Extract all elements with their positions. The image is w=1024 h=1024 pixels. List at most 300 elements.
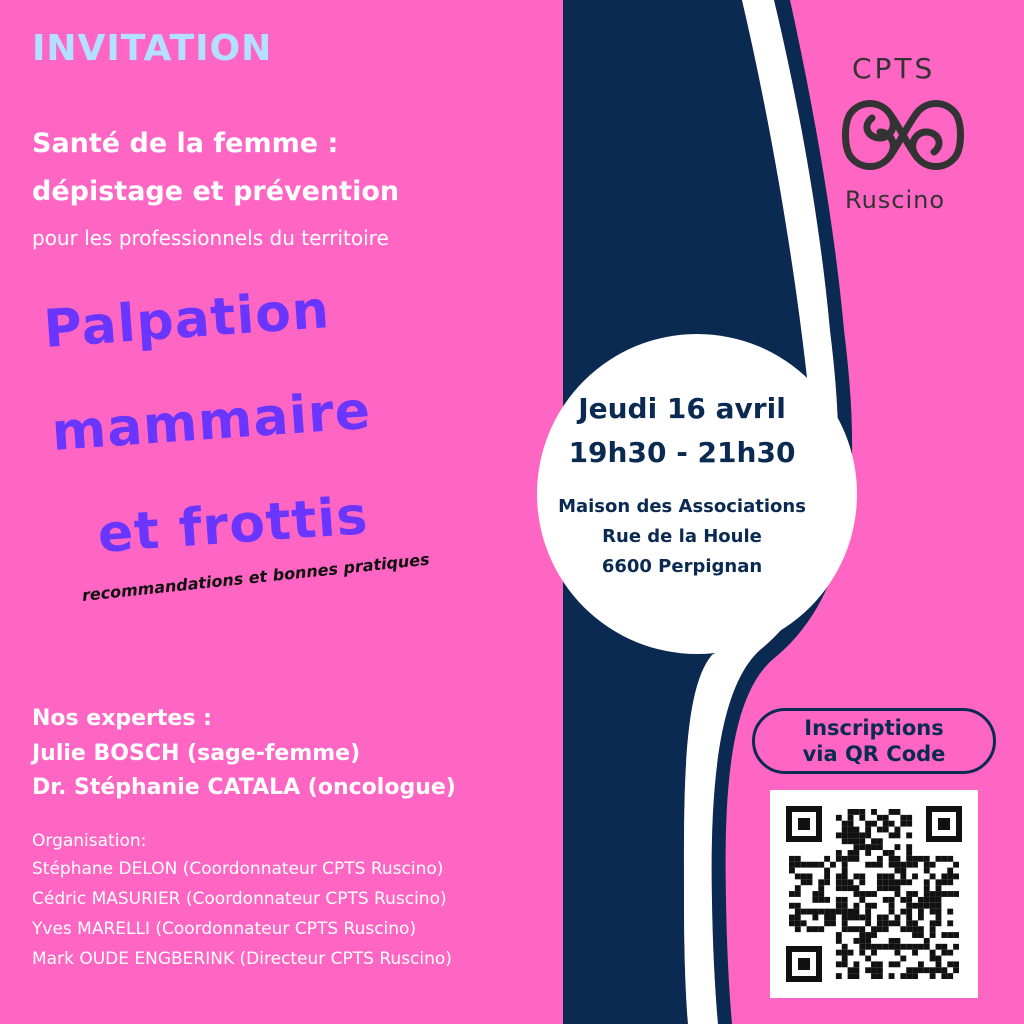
qr-module bbox=[842, 856, 848, 862]
qr-module bbox=[883, 897, 889, 903]
venue-line: Maison des Associations bbox=[558, 496, 806, 517]
qr-module bbox=[918, 932, 924, 938]
qr-module bbox=[936, 897, 942, 903]
qr-module bbox=[912, 950, 918, 956]
qr-module bbox=[906, 891, 912, 897]
qr-module bbox=[877, 961, 883, 967]
qr-module bbox=[842, 926, 848, 932]
experts-title: Nos expertes : bbox=[32, 706, 212, 731]
registration-line-1: Inscriptions bbox=[804, 715, 944, 740]
qr-module bbox=[889, 879, 895, 885]
qr-module bbox=[912, 920, 918, 926]
qr-module bbox=[924, 885, 930, 891]
qr-module bbox=[930, 862, 936, 868]
qr-module bbox=[930, 956, 936, 962]
qr-module bbox=[871, 950, 877, 956]
qr-module bbox=[877, 967, 883, 973]
organiser-item: Mark OUDE ENGBERINK (Directeur CPTS Ruscino) bbox=[32, 949, 452, 969]
qr-module bbox=[883, 944, 889, 950]
qr-module bbox=[918, 944, 924, 950]
qr-module bbox=[895, 961, 901, 967]
qr-module bbox=[865, 850, 871, 856]
qr-module bbox=[953, 967, 959, 973]
qr-module bbox=[801, 879, 807, 885]
qr-module bbox=[812, 862, 818, 868]
qr-module bbox=[848, 915, 854, 921]
qr-module bbox=[789, 862, 795, 868]
qr-module bbox=[859, 897, 865, 903]
qr-module bbox=[853, 850, 859, 856]
qr-module bbox=[947, 920, 953, 926]
qr-module bbox=[924, 856, 930, 862]
qr-module bbox=[912, 967, 918, 973]
qr-module bbox=[818, 909, 824, 915]
qr-module bbox=[842, 868, 848, 874]
qr-module bbox=[853, 891, 859, 897]
qr-module bbox=[906, 944, 912, 950]
qr-module bbox=[848, 827, 854, 833]
qr-module bbox=[871, 838, 877, 844]
subtitle-line-1: Santé de la femme : bbox=[32, 128, 339, 159]
qr-module bbox=[853, 915, 859, 921]
qr-module bbox=[877, 838, 883, 844]
qr-module bbox=[900, 926, 906, 932]
qr-module bbox=[895, 832, 901, 838]
qr-module bbox=[842, 885, 848, 891]
qr-module bbox=[900, 821, 906, 827]
qr-module bbox=[853, 832, 859, 838]
qr-module bbox=[883, 879, 889, 885]
qr-module bbox=[895, 862, 901, 868]
qr-module bbox=[836, 973, 842, 979]
qr-module bbox=[877, 879, 883, 885]
logo-text-bottom: Ruscino bbox=[845, 186, 946, 214]
qr-module bbox=[795, 885, 801, 891]
qr-module bbox=[924, 903, 930, 909]
qr-module bbox=[900, 897, 906, 903]
qr-module bbox=[947, 950, 953, 956]
qr-module bbox=[836, 961, 842, 967]
qr-module bbox=[889, 862, 895, 868]
qr-module bbox=[818, 897, 824, 903]
qr-module bbox=[842, 915, 848, 921]
qr-module bbox=[859, 926, 865, 932]
qr-module bbox=[865, 891, 871, 897]
qr-module bbox=[807, 862, 813, 868]
qr-module bbox=[842, 827, 848, 833]
qr-module bbox=[842, 961, 848, 967]
qr-module bbox=[801, 920, 807, 926]
qr-module bbox=[889, 856, 895, 862]
qr-module bbox=[836, 873, 842, 879]
qr-module bbox=[859, 944, 865, 950]
qr-module bbox=[789, 903, 795, 909]
qr-module bbox=[889, 938, 895, 944]
qr-module bbox=[930, 903, 936, 909]
headline-line-2: mammaire bbox=[49, 380, 373, 463]
qr-module bbox=[895, 950, 901, 956]
qr-module bbox=[871, 932, 877, 938]
qr-module bbox=[906, 903, 912, 909]
qr-module bbox=[906, 856, 912, 862]
qr-module bbox=[906, 850, 912, 856]
qr-module bbox=[789, 856, 795, 862]
audience-text: pour les professionnels du territoire bbox=[32, 226, 389, 250]
qr-module bbox=[859, 891, 865, 897]
qr-module bbox=[818, 926, 824, 932]
qr-module bbox=[912, 926, 918, 932]
qr-module bbox=[918, 909, 924, 915]
qr-module bbox=[807, 909, 813, 915]
qr-module bbox=[830, 915, 836, 921]
qr-module bbox=[853, 967, 859, 973]
qr-module bbox=[801, 909, 807, 915]
qr-module bbox=[895, 856, 901, 862]
qr-module bbox=[895, 915, 901, 921]
qr-module bbox=[941, 891, 947, 897]
qr-module bbox=[906, 926, 912, 932]
qr-module bbox=[930, 891, 936, 897]
qr-module bbox=[859, 838, 865, 844]
venue-line: Rue de la Houle bbox=[602, 526, 762, 547]
qr-module bbox=[853, 838, 859, 844]
qr-module bbox=[836, 850, 842, 856]
qr-module bbox=[842, 950, 848, 956]
qr-module bbox=[865, 903, 871, 909]
qr-module bbox=[877, 915, 883, 921]
qr-module bbox=[924, 944, 930, 950]
qr-module bbox=[936, 891, 942, 897]
qr-module bbox=[795, 909, 801, 915]
qr-module bbox=[836, 909, 842, 915]
qr-module bbox=[883, 926, 889, 932]
qr-module bbox=[818, 862, 824, 868]
event-time: 19h30 - 21h30 bbox=[568, 436, 796, 469]
qr-module bbox=[941, 950, 947, 956]
qr-module bbox=[936, 944, 942, 950]
qr-module bbox=[865, 938, 871, 944]
qr-module bbox=[924, 967, 930, 973]
qr-module bbox=[836, 856, 842, 862]
qr-module bbox=[865, 832, 871, 838]
qr-module bbox=[912, 856, 918, 862]
organiser-item: Stéphane DELON (Coordonnateur CPTS Ruscino) bbox=[32, 859, 444, 879]
qr-module bbox=[895, 844, 901, 850]
qr-module bbox=[812, 909, 818, 915]
qr-module bbox=[900, 815, 906, 821]
qr-module bbox=[930, 967, 936, 973]
qr-module bbox=[853, 938, 859, 944]
qr-module bbox=[795, 891, 801, 897]
qr-module bbox=[947, 961, 953, 967]
qr-module bbox=[871, 844, 877, 850]
qr-module bbox=[801, 862, 807, 868]
qr-module bbox=[871, 821, 877, 827]
qr-module bbox=[853, 973, 859, 979]
qr-module bbox=[947, 891, 953, 897]
qr-module bbox=[853, 926, 859, 932]
qr-module bbox=[936, 920, 942, 926]
qr-module bbox=[859, 832, 865, 838]
qr-module bbox=[865, 909, 871, 915]
qr-module bbox=[789, 915, 795, 921]
qr-module bbox=[918, 903, 924, 909]
qr-module bbox=[795, 856, 801, 862]
organiser-item: Yves MARELLI (Coordonnateur CPTS Ruscino) bbox=[32, 919, 417, 939]
qr-module bbox=[848, 950, 854, 956]
qr-module bbox=[836, 832, 842, 838]
qr-module bbox=[895, 944, 901, 950]
qr-module bbox=[912, 903, 918, 909]
qr-module bbox=[889, 809, 895, 815]
qr-module bbox=[871, 967, 877, 973]
qr-module bbox=[900, 973, 906, 979]
qr-module bbox=[883, 920, 889, 926]
qr-module bbox=[848, 821, 854, 827]
qr-module bbox=[859, 815, 865, 821]
qr-module bbox=[895, 868, 901, 874]
qr-module bbox=[812, 915, 818, 921]
qr-module bbox=[953, 862, 959, 868]
qr-module bbox=[848, 809, 854, 815]
qr-module bbox=[848, 838, 854, 844]
qr-module bbox=[906, 967, 912, 973]
qr-module bbox=[889, 909, 895, 915]
qr-module bbox=[836, 903, 842, 909]
qr-module bbox=[830, 862, 836, 868]
qr-module bbox=[842, 897, 848, 903]
qr-module bbox=[895, 809, 901, 815]
qr-module bbox=[906, 909, 912, 915]
qr-module bbox=[900, 873, 906, 879]
qr-module bbox=[853, 885, 859, 891]
qr-module bbox=[936, 915, 942, 921]
qr-module bbox=[877, 944, 883, 950]
qr-module bbox=[824, 879, 830, 885]
qr-module bbox=[883, 815, 889, 821]
qr-module bbox=[906, 915, 912, 921]
qr-module bbox=[848, 815, 854, 821]
qr-module bbox=[818, 891, 824, 897]
qr-module bbox=[871, 944, 877, 950]
qr-module bbox=[941, 973, 947, 979]
qr-module bbox=[865, 844, 871, 850]
qr-module bbox=[853, 844, 859, 850]
qr-module bbox=[918, 915, 924, 921]
qr-module bbox=[947, 856, 953, 862]
qr-module bbox=[900, 944, 906, 950]
qr-module bbox=[859, 809, 865, 815]
qr-module bbox=[906, 821, 912, 827]
organiser-item: Cédric MASURIER (Coordonnateur CPTS Ruscino) bbox=[32, 889, 447, 909]
qr-module bbox=[941, 932, 947, 938]
qr-module bbox=[947, 932, 953, 938]
qr-module bbox=[871, 926, 877, 932]
qr-module bbox=[889, 885, 895, 891]
qr-module bbox=[889, 832, 895, 838]
registration-line-2: via QR Code bbox=[802, 742, 946, 766]
qr-module bbox=[912, 932, 918, 938]
qr-module bbox=[912, 873, 918, 879]
qr-module bbox=[947, 909, 953, 915]
qr-module bbox=[900, 956, 906, 962]
qr-module bbox=[865, 827, 871, 833]
qr-module bbox=[842, 873, 848, 879]
qr-module bbox=[853, 909, 859, 915]
qr-module bbox=[877, 885, 883, 891]
qr-module bbox=[877, 926, 883, 932]
qr-module bbox=[930, 973, 936, 979]
qr-module bbox=[930, 873, 936, 879]
qr-module bbox=[877, 920, 883, 926]
qr-module bbox=[807, 873, 813, 879]
qr-module bbox=[871, 961, 877, 967]
qr-module bbox=[830, 920, 836, 926]
qr-module bbox=[877, 844, 883, 850]
qr-module bbox=[912, 862, 918, 868]
qr-module bbox=[836, 815, 842, 821]
qr-module bbox=[936, 909, 942, 915]
qr-module bbox=[889, 944, 895, 950]
qr-module bbox=[941, 879, 947, 885]
qr-module bbox=[871, 973, 877, 979]
qr-module bbox=[947, 879, 953, 885]
qr-module bbox=[812, 926, 818, 932]
qr-module bbox=[900, 862, 906, 868]
invitation-heading: INVITATION bbox=[32, 28, 273, 69]
qr-module bbox=[930, 909, 936, 915]
qr-module bbox=[889, 903, 895, 909]
headline-tagline: recommandations et bonnes pratiques bbox=[81, 549, 431, 605]
qr-module bbox=[848, 926, 854, 932]
qr-module bbox=[900, 879, 906, 885]
qr-module bbox=[883, 885, 889, 891]
qr-module bbox=[936, 885, 942, 891]
qr-module bbox=[795, 920, 801, 926]
qr-module bbox=[953, 944, 959, 950]
qr-code-icon[interactable] bbox=[770, 790, 978, 998]
qr-module bbox=[895, 879, 901, 885]
qr-module bbox=[795, 903, 801, 909]
registration-badge bbox=[752, 708, 996, 774]
qr-module bbox=[848, 973, 854, 979]
qr-module bbox=[871, 862, 877, 868]
qr-module bbox=[795, 915, 801, 921]
qr-module bbox=[953, 873, 959, 879]
qr-module bbox=[889, 850, 895, 856]
qr-module bbox=[936, 856, 942, 862]
qr-module bbox=[900, 868, 906, 874]
qr-module bbox=[842, 920, 848, 926]
event-info-circle bbox=[537, 334, 857, 654]
qr-module bbox=[842, 903, 848, 909]
qr-module bbox=[930, 926, 936, 932]
qr-module bbox=[883, 915, 889, 921]
qr-module bbox=[877, 862, 883, 868]
qr-module bbox=[889, 873, 895, 879]
qr-module bbox=[918, 926, 924, 932]
qr-module bbox=[865, 915, 871, 921]
qr-module bbox=[842, 862, 848, 868]
qr-module bbox=[853, 961, 859, 967]
qr-module bbox=[836, 938, 842, 944]
qr-module bbox=[883, 827, 889, 833]
qr-module bbox=[848, 856, 854, 862]
qr-module bbox=[848, 885, 854, 891]
qr-module bbox=[947, 973, 953, 979]
qr-module bbox=[895, 938, 901, 944]
qr-module bbox=[865, 920, 871, 926]
qr-module bbox=[865, 967, 871, 973]
qr-module bbox=[842, 944, 848, 950]
qr-module bbox=[930, 950, 936, 956]
qr-module bbox=[953, 961, 959, 967]
qr-module bbox=[795, 862, 801, 868]
qr-module bbox=[789, 868, 795, 874]
qr-module bbox=[836, 885, 842, 891]
qr-module bbox=[795, 873, 801, 879]
qr-module bbox=[824, 915, 830, 921]
headline-line-3: et frottis bbox=[95, 486, 371, 565]
qr-module bbox=[853, 856, 859, 862]
qr-module bbox=[853, 903, 859, 909]
qr-module bbox=[906, 973, 912, 979]
qr-module bbox=[842, 879, 848, 885]
qr-module bbox=[836, 950, 842, 956]
qr-module bbox=[848, 879, 854, 885]
qr-module bbox=[895, 827, 901, 833]
qr-module bbox=[889, 920, 895, 926]
qr-module bbox=[842, 909, 848, 915]
qr-module bbox=[812, 897, 818, 903]
qr-module bbox=[818, 879, 824, 885]
qr-module bbox=[889, 973, 895, 979]
qr-module bbox=[848, 967, 854, 973]
qr-module bbox=[848, 832, 854, 838]
qr-module bbox=[807, 879, 813, 885]
qr-module bbox=[947, 868, 953, 874]
qr-module bbox=[906, 862, 912, 868]
qr-module bbox=[906, 879, 912, 885]
qr-module bbox=[842, 838, 848, 844]
expert-item: Julie BOSCH (sage-femme) bbox=[32, 741, 361, 766]
qr-module bbox=[941, 944, 947, 950]
qr-module bbox=[883, 821, 889, 827]
venue-line: 6600 Perpignan bbox=[601, 556, 763, 577]
qr-module bbox=[812, 891, 818, 897]
qr-module bbox=[824, 897, 830, 903]
qr-module bbox=[924, 862, 930, 868]
qr-module bbox=[906, 844, 912, 850]
qr-module bbox=[877, 873, 883, 879]
qr-module bbox=[936, 879, 942, 885]
qr-module bbox=[953, 891, 959, 897]
qr-module bbox=[824, 909, 830, 915]
organisation-title: Organisation: bbox=[32, 831, 147, 851]
qr-module bbox=[807, 926, 813, 932]
qr-module bbox=[865, 956, 871, 962]
qr-module bbox=[883, 850, 889, 856]
qr-module bbox=[906, 815, 912, 821]
qr-module bbox=[953, 932, 959, 938]
qr-module bbox=[941, 967, 947, 973]
qr-module bbox=[801, 873, 807, 879]
qr-module bbox=[947, 873, 953, 879]
qr-module bbox=[789, 920, 795, 926]
qr-module bbox=[859, 932, 865, 938]
qr-module bbox=[853, 827, 859, 833]
qr-module bbox=[918, 967, 924, 973]
